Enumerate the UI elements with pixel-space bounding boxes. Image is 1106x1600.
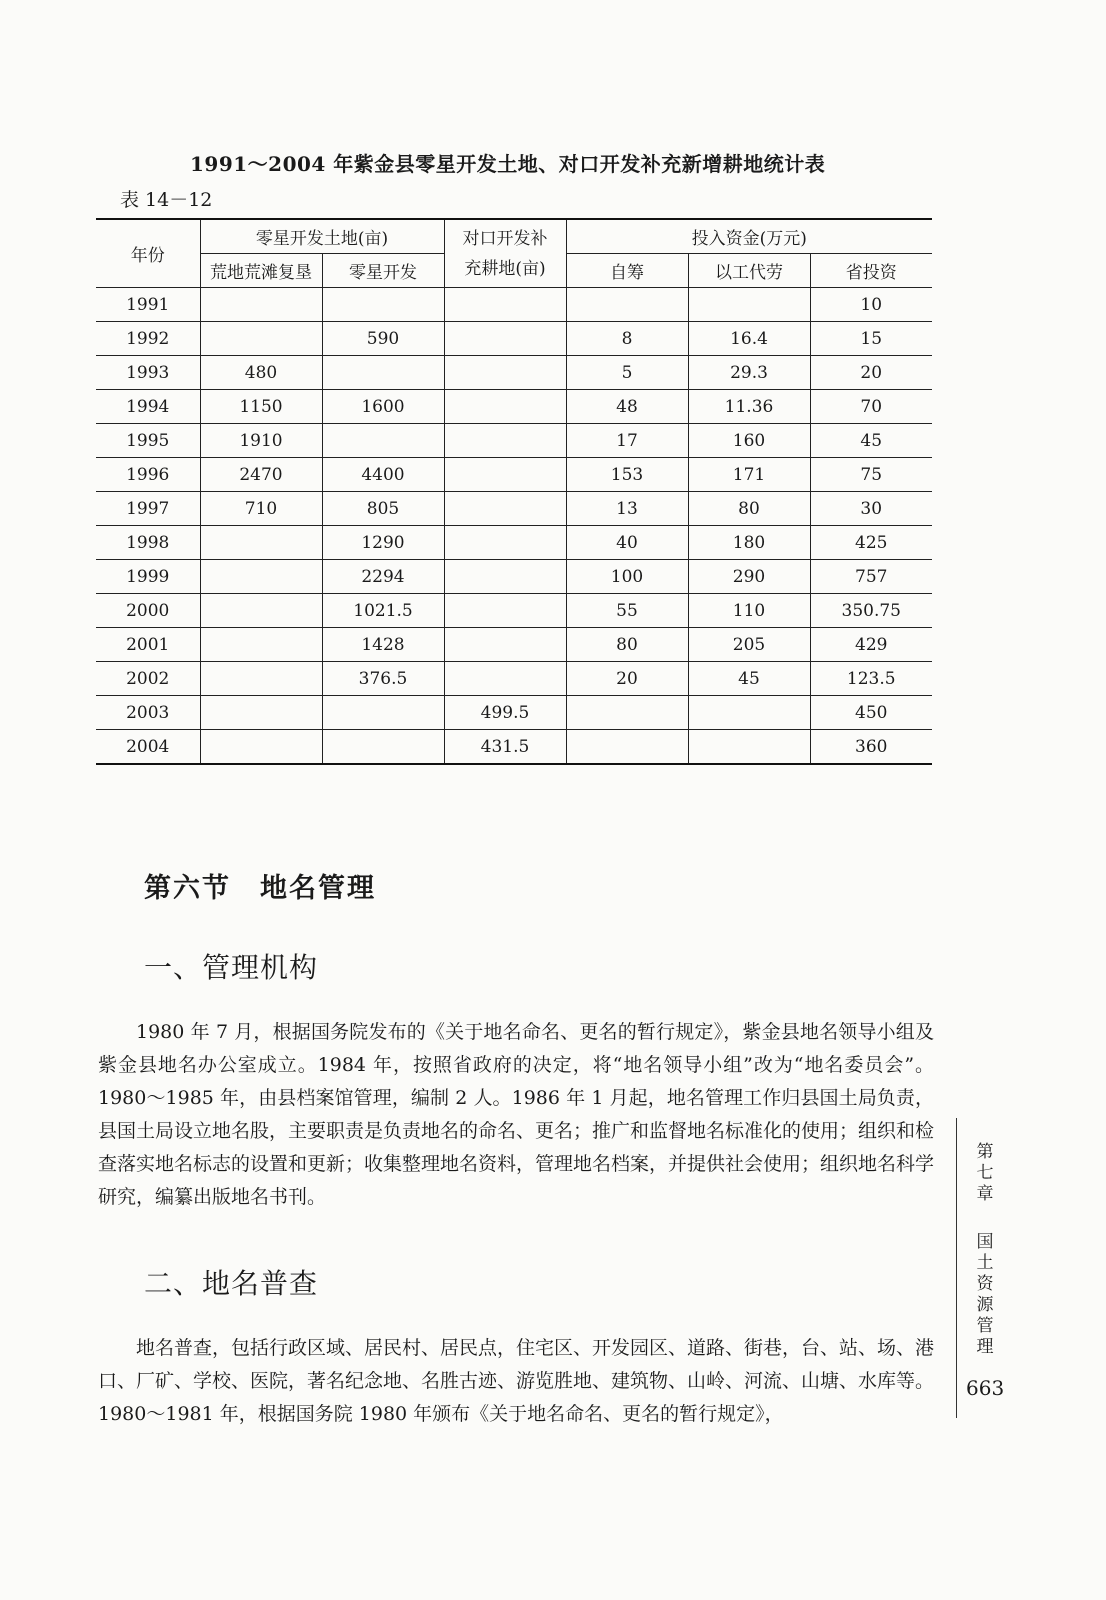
year-cell: 2004 (96, 730, 200, 765)
statistics-table (96, 218, 932, 765)
table-row (96, 322, 932, 356)
table-cell: 350.75 (810, 594, 932, 628)
table-cell: 1428 (322, 628, 444, 662)
table-cell: 1290 (322, 526, 444, 560)
paragraph-management: 1980 年 7 月，根据国务院发布的《关于地名命名、更名的暂行规定》，紫金县地名领导小组及紫金县地名办公室成立。1984 年，按照省政府的决定，将“地名领导小组”改为“地名委员会”。1980～1985 年，由县档案馆管理，编制 2 人。1986 年 1 月起，地名管理工作归县国土局负责，县国土局设立地名股，主要职责是负责地名的命名、更名；推广和监督地名标准化的使用；组织和检查落实地名标志的设置和更新；收集整理地名资料，管理地名档案，并提供社会使用；组织地名科学研究，编纂出版地名书刊。 (98, 1021, 935, 1208)
table-cell: 17 (566, 424, 688, 458)
header-funds-labor: 以工代劳 (688, 254, 810, 288)
table-cell (444, 492, 566, 526)
table-body (96, 288, 932, 765)
table-cell (200, 526, 322, 560)
table-title: 1991～2004 年紫金县零星开发土地、对口开发补充新增耕地统计表 (190, 152, 826, 176)
year-cell: 1993 (96, 356, 200, 390)
table-cell (444, 322, 566, 356)
table-row (96, 390, 932, 424)
year-cell: 1994 (96, 390, 200, 424)
table-cell (322, 696, 444, 730)
table-cell: 55 (566, 594, 688, 628)
table-cell: 45 (688, 662, 810, 696)
table-cell (322, 356, 444, 390)
table-cell (200, 730, 322, 765)
table-cell: 70 (810, 390, 932, 424)
table-cell: 100 (566, 560, 688, 594)
table-cell: 425 (810, 526, 932, 560)
year-cell: 1996 (96, 458, 200, 492)
table-number: 表 14－12 (120, 189, 213, 211)
table-cell: 1021.5 (322, 594, 444, 628)
table-cell: 30 (810, 492, 932, 526)
header-land-scattered: 零星开发 (322, 254, 444, 288)
table-cell (200, 594, 322, 628)
table-cell (322, 730, 444, 765)
table-cell: 171 (688, 458, 810, 492)
header-land-reclaim: 荒地荒滩复垦 (200, 254, 322, 288)
table-cell: 431.5 (444, 730, 566, 765)
table-cell (200, 560, 322, 594)
table-cell (444, 560, 566, 594)
table-cell: 45 (810, 424, 932, 458)
table-cell (688, 696, 810, 730)
table-cell: 757 (810, 560, 932, 594)
table-cell: 13 (566, 492, 688, 526)
table-cell: 40 (566, 526, 688, 560)
table-cell: 4400 (322, 458, 444, 492)
table-cell: 2294 (322, 560, 444, 594)
table-row (96, 288, 932, 322)
paragraph-survey: 地名普查，包括行政区域、居民村、居民点，住宅区、开发园区、道路、街巷，台、站、场、港口、厂矿、学校、医院，著名纪念地、名胜古迹、游览胜地、建筑物、山岭、河流、山塘、水库等。1980～1981 年，根据国务院 1980 年颁布《关于地名命名、更名的暂行规定》， (98, 1337, 935, 1425)
table-cell: 1600 (322, 390, 444, 424)
year-cell: 1995 (96, 424, 200, 458)
table-cell: 80 (566, 628, 688, 662)
table-cell: 11.36 (688, 390, 810, 424)
table-cell (688, 730, 810, 765)
table-cell: 123.5 (810, 662, 932, 696)
table-cell: 160 (688, 424, 810, 458)
table-row (96, 424, 932, 458)
table-cell (322, 424, 444, 458)
header-funds-group: 投入资金(万元) (566, 219, 932, 254)
table-cell (566, 288, 688, 322)
year-cell: 1999 (96, 560, 200, 594)
table-cell (444, 662, 566, 696)
table-row (96, 356, 932, 390)
table-cell (444, 356, 566, 390)
subsection-heading-1: 一、管理机构 (144, 951, 319, 984)
table-cell (200, 628, 322, 662)
table-cell: 805 (322, 492, 444, 526)
table-cell: 499.5 (444, 696, 566, 730)
table-cell: 8 (566, 322, 688, 356)
header-year: 年份 (96, 219, 200, 288)
table-cell: 20 (810, 356, 932, 390)
year-cell: 1991 (96, 288, 200, 322)
table-cell (444, 390, 566, 424)
margin-subject: 国土资源管理 (976, 1232, 994, 1357)
page-number: 663 (966, 1376, 1005, 1400)
table-cell: 710 (200, 492, 322, 526)
year-cell: 1992 (96, 322, 200, 356)
year-cell: 2001 (96, 628, 200, 662)
table-cell: 110 (688, 594, 810, 628)
table-cell (444, 628, 566, 662)
table-cell: 290 (688, 560, 810, 594)
header-funds-province: 省投资 (810, 254, 932, 288)
table-row (96, 458, 932, 492)
table-row (96, 730, 932, 765)
header-funds-self: 自筹 (566, 254, 688, 288)
table-cell (566, 696, 688, 730)
table-cell (444, 288, 566, 322)
table-cell (200, 662, 322, 696)
year-cell: 2002 (96, 662, 200, 696)
table-cell: 1910 (200, 424, 322, 458)
section-heading: 第六节 地名管理 (144, 873, 376, 904)
table-cell: 16.4 (688, 322, 810, 356)
margin-chapter: 第七章 (976, 1142, 994, 1204)
table-cell: 429 (810, 628, 932, 662)
table-cell (444, 526, 566, 560)
table-cell: 153 (566, 458, 688, 492)
table-cell: 10 (810, 288, 932, 322)
table-cell: 5 (566, 356, 688, 390)
table-cell (566, 730, 688, 765)
table-cell: 450 (810, 696, 932, 730)
table-cell: 2470 (200, 458, 322, 492)
table-cell (322, 288, 444, 322)
table-cell: 205 (688, 628, 810, 662)
table-cell: 1150 (200, 390, 322, 424)
table-cell (444, 594, 566, 628)
table-cell (444, 458, 566, 492)
table-cell: 15 (810, 322, 932, 356)
table-cell: 75 (810, 458, 932, 492)
year-cell: 1998 (96, 526, 200, 560)
table-cell: 590 (322, 322, 444, 356)
table-row (96, 696, 932, 730)
table-cell: 20 (566, 662, 688, 696)
table-cell: 360 (810, 730, 932, 765)
table-row (96, 560, 932, 594)
table-cell: 376.5 (322, 662, 444, 696)
table-cell: 480 (200, 356, 322, 390)
table-cell: 48 (566, 390, 688, 424)
header-land-group: 零星开发土地(亩) (200, 219, 444, 254)
header-counterpart: 对口开发补充耕地(亩) (444, 219, 566, 288)
margin-divider (956, 1118, 957, 1418)
table-row (96, 628, 932, 662)
table-row (96, 594, 932, 628)
table-cell (444, 424, 566, 458)
table-cell (200, 696, 322, 730)
year-cell: 1997 (96, 492, 200, 526)
table-cell: 180 (688, 526, 810, 560)
table-row (96, 662, 932, 696)
table-cell (688, 288, 810, 322)
table-cell (200, 322, 322, 356)
year-cell: 2000 (96, 594, 200, 628)
table-cell (200, 288, 322, 322)
subsection-heading-2: 二、地名普查 (144, 1267, 319, 1300)
table-row (96, 526, 932, 560)
table-cell: 80 (688, 492, 810, 526)
table-row (96, 492, 932, 526)
year-cell: 2003 (96, 696, 200, 730)
table-cell: 29.3 (688, 356, 810, 390)
